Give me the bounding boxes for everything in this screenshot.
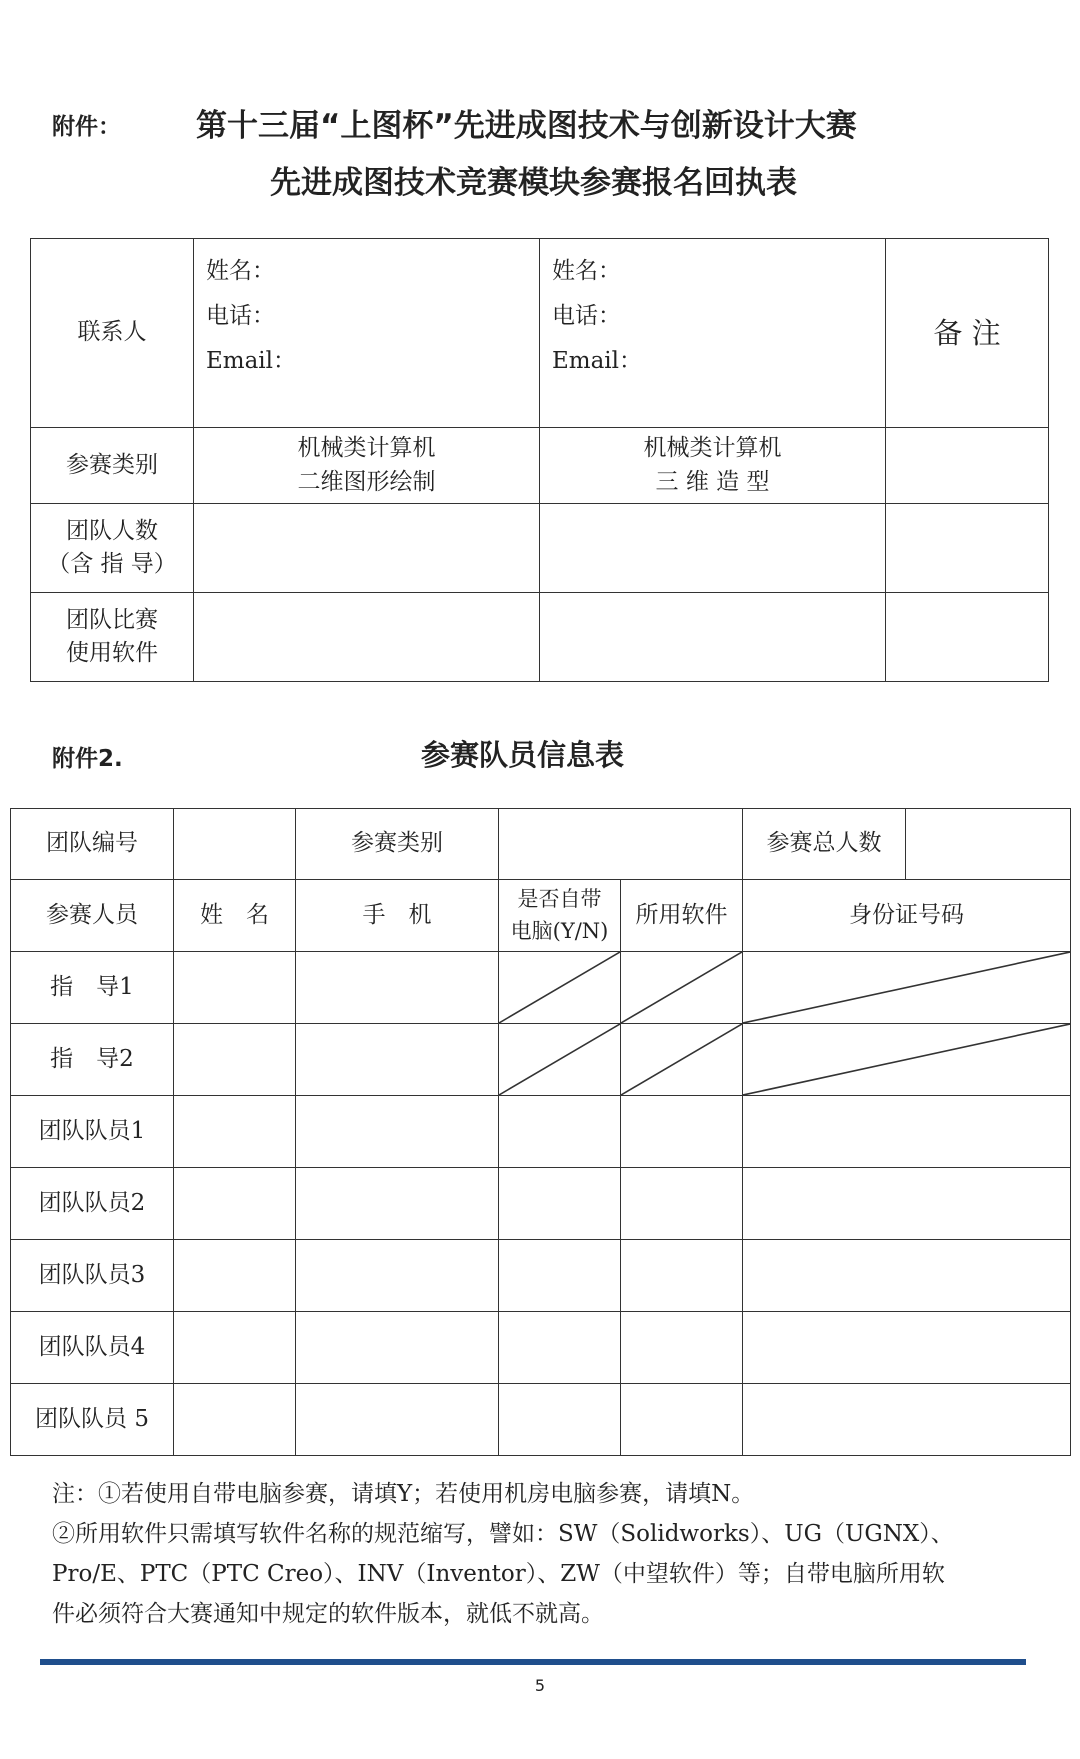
row-label: 团队队员2	[11, 1168, 174, 1240]
contact-cell-1[interactable]	[194, 239, 540, 428]
laptop-cell[interactable]	[499, 1312, 621, 1384]
software-remark-cell[interactable]	[886, 593, 1049, 682]
software-2d-cell[interactable]	[194, 593, 540, 682]
contact-name-label: 姓名：	[206, 258, 275, 284]
category-3d	[540, 428, 886, 504]
category-3d-line1: 机械类计算机	[643, 435, 782, 462]
software-header: 所用软件	[621, 880, 743, 952]
phone-cell[interactable]	[296, 952, 499, 1024]
row-label: 团队队员1	[11, 1096, 174, 1168]
software-label	[31, 593, 194, 682]
row-label: 指 导2	[11, 1024, 174, 1096]
team-number-cell[interactable]	[174, 809, 296, 880]
laptop-cell[interactable]	[499, 1384, 621, 1456]
id-cell[interactable]	[743, 1384, 1071, 1456]
notes-block	[52, 1474, 1042, 1634]
software-cell[interactable]	[621, 1096, 743, 1168]
table-row	[11, 1024, 1071, 1096]
team-size-2d-cell[interactable]	[194, 504, 540, 593]
laptop-cell-disabled	[499, 952, 621, 1024]
laptop-cell-disabled	[499, 1024, 621, 1096]
remark-label: 备 注	[886, 239, 1049, 428]
laptop-header	[499, 880, 621, 952]
category-2d-line2: 二维图形绘制	[297, 468, 436, 495]
member-table-title: 参赛队员信息表	[421, 738, 625, 772]
software-cell[interactable]	[621, 1384, 743, 1456]
contact-email-label: Email：	[206, 348, 297, 374]
table-row	[11, 1240, 1071, 1312]
contact-cell-2[interactable]	[540, 239, 886, 428]
member-header: 参赛人员	[11, 880, 174, 952]
total-count-label: 参赛总人数	[743, 809, 906, 880]
id-cell-disabled	[743, 952, 1071, 1024]
category-label: 参赛类别	[31, 428, 194, 504]
note-line-4: 件必须符合大赛通知中规定的软件版本，就低不就高。	[52, 1601, 604, 1627]
name-header: 姓 名	[174, 880, 296, 952]
phone-header: 手 机	[296, 880, 499, 952]
page-number: 5	[534, 1676, 546, 1695]
phone-cell[interactable]	[296, 1240, 499, 1312]
name-cell[interactable]	[174, 1312, 296, 1384]
category-2d	[194, 428, 540, 504]
team-size-3d-cell[interactable]	[540, 504, 886, 593]
page-title: 第十三届“上图杯”先进成图技术与创新设计大赛	[196, 108, 857, 144]
footer-divider	[40, 1659, 1026, 1665]
contact-phone-label: 电话：	[206, 303, 275, 329]
software-line2: 使用软件	[66, 640, 158, 666]
software-cell[interactable]	[621, 1240, 743, 1312]
note-line-1: 注：①若使用自带电脑参赛，请填Y；若使用机房电脑参赛，请填N。	[52, 1481, 755, 1507]
laptop-header-line2: 电脑(Y/N)	[510, 918, 609, 943]
laptop-cell[interactable]	[499, 1168, 621, 1240]
name-cell[interactable]	[174, 952, 296, 1024]
software-cell-disabled	[621, 1024, 743, 1096]
table-row	[11, 952, 1071, 1024]
note-line-3: Pro/E、PTC（PTC Creo）、INV（Inventor）、ZW（中望软件）等；自带电脑所用软	[52, 1561, 945, 1587]
id-cell[interactable]	[743, 1240, 1071, 1312]
team-size-line1: 团队人数	[66, 517, 158, 544]
attachment-label: 附件：	[52, 114, 121, 140]
registration-table	[30, 238, 1049, 682]
name-cell[interactable]	[174, 1096, 296, 1168]
name-cell[interactable]	[174, 1384, 296, 1456]
contact-phone-label: 电话：	[552, 303, 621, 329]
software-cell-disabled	[621, 952, 743, 1024]
phone-cell[interactable]	[296, 1168, 499, 1240]
name-cell[interactable]	[174, 1168, 296, 1240]
total-count-cell[interactable]	[906, 809, 1071, 880]
team-size-remark-cell[interactable]	[886, 504, 1049, 593]
team-size-line2: （含 指 导）	[47, 551, 177, 577]
member-category-label: 参赛类别	[296, 809, 499, 880]
software-cell[interactable]	[621, 1168, 743, 1240]
name-cell[interactable]	[174, 1024, 296, 1096]
member-table	[10, 808, 1071, 1456]
name-cell[interactable]	[174, 1240, 296, 1312]
phone-cell[interactable]	[296, 1024, 499, 1096]
page-subtitle: 先进成图技术竞赛模块参赛报名回执表	[270, 165, 797, 201]
contact-label: 联系人	[31, 239, 194, 428]
phone-cell[interactable]	[296, 1096, 499, 1168]
team-number-label: 团队编号	[11, 809, 174, 880]
note-line-2: ②所用软件只需填写软件名称的规范缩写，譬如：SW（Solidworks）、UG（UGNX）、	[52, 1521, 954, 1547]
laptop-cell[interactable]	[499, 1240, 621, 1312]
table-row	[11, 1312, 1071, 1384]
id-header: 身份证号码	[743, 880, 1071, 952]
row-label: 指 导1	[11, 952, 174, 1024]
phone-cell[interactable]	[296, 1384, 499, 1456]
member-category-cell[interactable]	[499, 809, 743, 880]
id-cell[interactable]	[743, 1168, 1071, 1240]
phone-cell[interactable]	[296, 1312, 499, 1384]
row-label: 团队队员 5	[11, 1384, 174, 1456]
category-remark-cell[interactable]	[886, 428, 1049, 504]
laptop-header-line1: 是否自带	[517, 887, 602, 911]
software-3d-cell[interactable]	[540, 593, 886, 682]
id-cell-disabled	[743, 1024, 1071, 1096]
table-row	[11, 1096, 1071, 1168]
software-line1: 团队比赛	[66, 606, 158, 633]
id-cell[interactable]	[743, 1312, 1071, 1384]
contact-email-label: Email：	[552, 348, 643, 374]
row-label: 团队队员3	[11, 1240, 174, 1312]
contact-name-label: 姓名：	[552, 258, 621, 284]
software-cell[interactable]	[621, 1312, 743, 1384]
category-3d-line2: 三 维 造 型	[655, 468, 770, 495]
table-row	[11, 1168, 1071, 1240]
category-2d-line1: 机械类计算机	[297, 435, 436, 462]
id-cell[interactable]	[743, 1096, 1071, 1168]
table-row	[11, 1384, 1071, 1456]
laptop-cell[interactable]	[499, 1096, 621, 1168]
team-size-label	[31, 504, 194, 593]
row-label: 团队队员4	[11, 1312, 174, 1384]
attachment2-label: 附件2.	[52, 746, 123, 772]
